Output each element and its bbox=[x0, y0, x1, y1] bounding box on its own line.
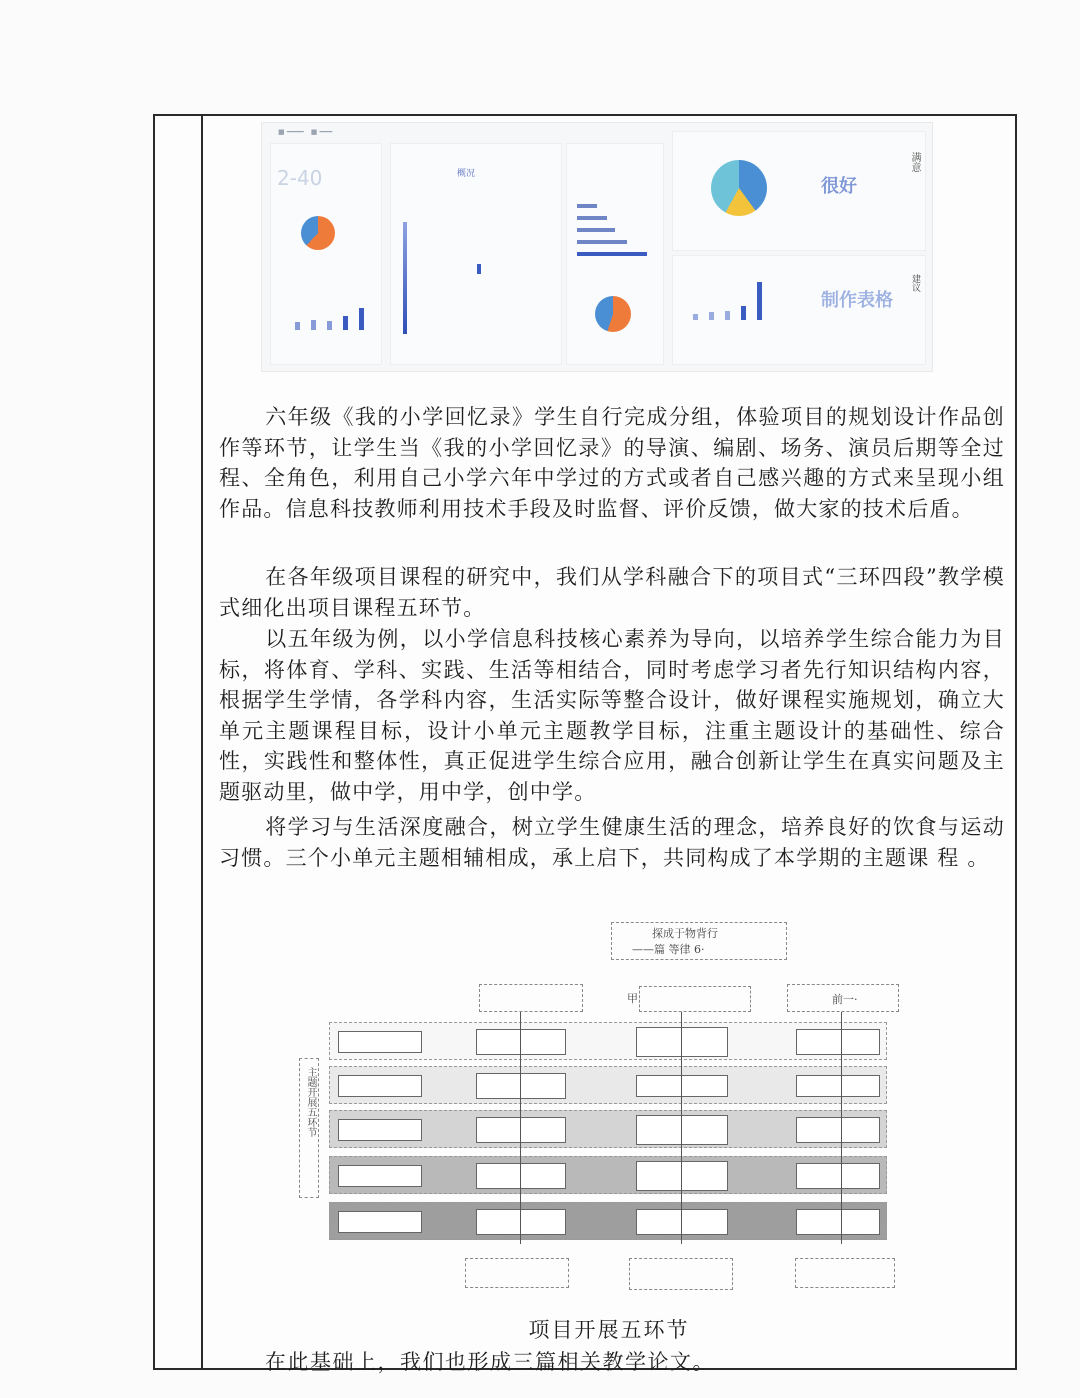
dash-hbar bbox=[577, 240, 627, 244]
flow-cell bbox=[338, 1031, 422, 1053]
flow-band-5 bbox=[329, 1202, 887, 1240]
dash-bar bbox=[295, 322, 300, 330]
dash-panel-left bbox=[270, 143, 382, 365]
flow-top-box-line2: ——篇 等律 6· bbox=[632, 943, 705, 956]
flow-middle-label: 甲 bbox=[627, 992, 638, 1005]
flow-cell bbox=[338, 1119, 422, 1141]
dash-bar bbox=[327, 321, 332, 330]
flow-right-label: 前一· bbox=[832, 993, 858, 1006]
dash-panel-center bbox=[390, 143, 562, 365]
flow-cell bbox=[476, 1163, 566, 1189]
paragraph-2-text: 在各年级项目课程的研究中，我们从学科融合下的项目式“三环四段”教学模式细化出项目课程五环节。 bbox=[219, 565, 1005, 620]
paragraph-3 bbox=[219, 624, 1005, 808]
flow-cell bbox=[796, 1209, 880, 1235]
flow-column-head-1 bbox=[479, 984, 583, 1012]
flow-top-box-line1: 探成于物背行 bbox=[652, 927, 718, 940]
flow-cell bbox=[476, 1029, 566, 1055]
dash-dot-marker bbox=[477, 264, 481, 274]
flow-cell bbox=[476, 1073, 566, 1099]
dash-bar bbox=[693, 314, 698, 320]
dashboard-screenshot bbox=[261, 122, 933, 372]
paragraph-2 bbox=[219, 562, 1005, 623]
dash-header-text: ■ ━━━━ ■ ━━━ bbox=[278, 128, 333, 136]
paragraph-4-text: 将学习与生活深度融合，树立学生健康生活的理念，培养良好的饮食与运动习惯。三个小单元主题相辅相成，承上启下，共同构成了本学期的主题课 程 。 bbox=[219, 815, 1005, 870]
dash-bar bbox=[311, 320, 316, 330]
flow-cell bbox=[338, 1211, 422, 1233]
dash-side-label-1: 满意 bbox=[909, 152, 920, 172]
dash-panel-pie-cloud bbox=[672, 131, 926, 251]
dash-hbar bbox=[577, 252, 647, 256]
flow-column-head-2 bbox=[639, 986, 751, 1012]
dash-word-cloud-1: 很好 bbox=[821, 176, 857, 197]
dash-big-number: 2-40 bbox=[277, 166, 323, 190]
dash-bar bbox=[343, 316, 348, 330]
dash-bar bbox=[757, 282, 762, 320]
flow-cell bbox=[338, 1075, 422, 1097]
flow-cell bbox=[636, 1027, 728, 1057]
flow-diagram bbox=[289, 918, 913, 1304]
dash-bar bbox=[709, 312, 714, 320]
dash-pie-chart-1 bbox=[301, 216, 335, 250]
dash-title-label: 概况 bbox=[457, 169, 476, 179]
flow-cell bbox=[636, 1209, 728, 1235]
flow-band-2 bbox=[329, 1066, 887, 1104]
flow-bottom-box-2 bbox=[629, 1258, 733, 1290]
table-left-column bbox=[155, 116, 203, 1368]
dash-hbar bbox=[577, 204, 597, 208]
paragraph-3-text: 以五年级为例，以小学信息科技核心素养为导向，以培养学生综合能力为目标，将体育、学科、实践、生活等相结合，同时考虑学习者先行知识结构内容，根据学生学情，各学科内容，生活实际等整合设计，做好课程实施规划，确立大单元主题课程目标，设计小单元主题教学目标，注重主题设计的基础性、综合性，实践性和整体性，真正促进学生综合应用，融合创新让学生在真实问题及主题驱动里，做中学，用中学，创中学。 bbox=[219, 627, 1005, 804]
dash-bar bbox=[725, 311, 730, 320]
paragraph-1-text: 六年级《我的小学回忆录》学生自行完成分组，体验项目的规划设计作品创作等环节，让学生当《我的小学回忆录》的导演、编剧、场务、演员后期等全过程、全角色，利用自己小学六年中学过的方式或者自己感兴趣的方式来呈现小组作品。信息科技教师利用技术手段及时监督、评价反馈，做大家的技术后盾。 bbox=[219, 405, 1005, 521]
flow-column-head-3 bbox=[787, 984, 899, 1012]
flow-cell bbox=[476, 1209, 566, 1235]
flow-top-box bbox=[611, 922, 787, 960]
flow-connector bbox=[841, 1012, 842, 1244]
flow-cell bbox=[338, 1165, 422, 1187]
flow-band-4 bbox=[329, 1156, 887, 1194]
document-table bbox=[153, 114, 1017, 1374]
dash-hbar bbox=[577, 228, 615, 232]
dash-vertical-bar bbox=[403, 222, 407, 334]
flow-bottom-box-1 bbox=[465, 1258, 569, 1288]
dash-hbar bbox=[577, 216, 607, 220]
flow-cell bbox=[636, 1075, 728, 1097]
flow-side-label: 主题开展五环节 bbox=[305, 1067, 316, 1137]
flow-cell bbox=[476, 1117, 566, 1143]
closing-paragraph: 在此基础上，我们也形成三篇相关教学论文。 bbox=[265, 1350, 715, 1374]
dash-bar bbox=[359, 308, 364, 330]
dash-panel-right bbox=[566, 143, 664, 365]
dash-word-cloud-2: 制作表格 bbox=[821, 290, 893, 311]
dash-pie-chart-3 bbox=[711, 160, 767, 216]
flow-connector bbox=[520, 1012, 521, 1244]
table-content-cell bbox=[203, 116, 1015, 1374]
flow-cell bbox=[636, 1115, 728, 1145]
flow-bottom-box-3 bbox=[795, 1258, 895, 1288]
paragraph-4 bbox=[219, 812, 1005, 873]
flow-side-label-box bbox=[299, 1058, 319, 1198]
flow-cell bbox=[796, 1075, 880, 1097]
paragraph-1 bbox=[219, 402, 1005, 524]
dash-panel-bars-cloud bbox=[672, 255, 926, 365]
flow-band-3 bbox=[329, 1110, 887, 1148]
dash-side-label-2: 建议 bbox=[910, 274, 920, 292]
dash-pie-chart-2 bbox=[595, 296, 631, 332]
figure-caption: 项目开展五环节 bbox=[528, 1318, 690, 1342]
flow-cell bbox=[796, 1163, 880, 1189]
flow-cell bbox=[796, 1117, 880, 1143]
flow-connector bbox=[681, 1012, 682, 1244]
dash-bar bbox=[741, 306, 746, 320]
flow-band-1 bbox=[329, 1022, 887, 1060]
flow-cell bbox=[796, 1029, 880, 1055]
flow-cell bbox=[636, 1161, 728, 1191]
